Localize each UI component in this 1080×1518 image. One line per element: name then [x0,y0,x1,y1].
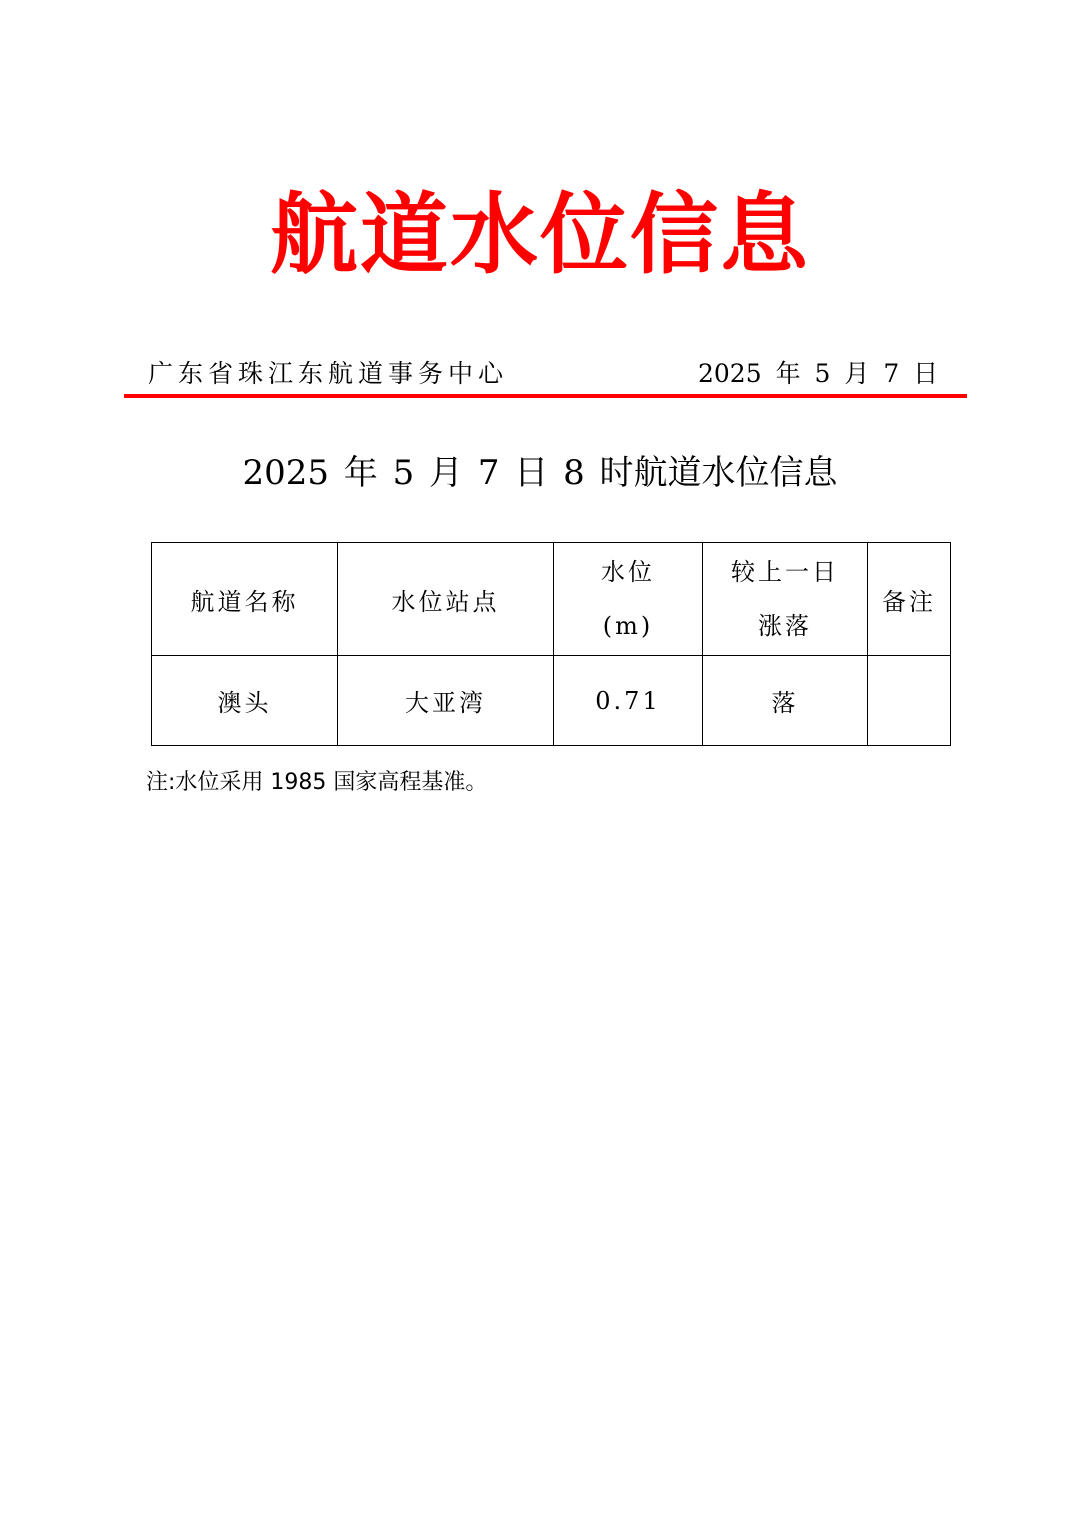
footnote: 注:水位采用 1985 国家高程基准。 [146,770,488,795]
cell-station: 大亚湾 [338,656,554,746]
header-change [703,543,868,656]
header-water-level-unit: (m) [602,612,654,640]
cell-remarks [868,656,951,746]
cell-change: 落 [703,656,868,746]
header-change-line1: 较上一日 [731,558,839,586]
header-channel-name: 航道名称 [152,543,338,656]
report-subtitle: 2025 年 5 月 7 日 8 时航道水位信息 [242,453,838,493]
cell-water-level: 0.71 [554,656,703,746]
issue-date: 2025 年 5 月 7 日 [698,359,939,388]
issuer-name: 广东省珠江东航道事务中心 [148,359,509,388]
cell-channel-name: 澳头 [152,656,338,746]
header-water-level [554,543,703,656]
header-remarks: 备注 [868,543,951,656]
water-level-table [151,542,951,746]
document-title: 航道水位信息 [269,183,810,286]
header-water-level-label: 水位 [601,558,655,586]
table-row [152,656,951,746]
header-station: 水位站点 [338,543,554,656]
header-divider [124,394,967,398]
header-change-line2: 涨落 [758,612,812,640]
table-header-row [152,543,951,656]
